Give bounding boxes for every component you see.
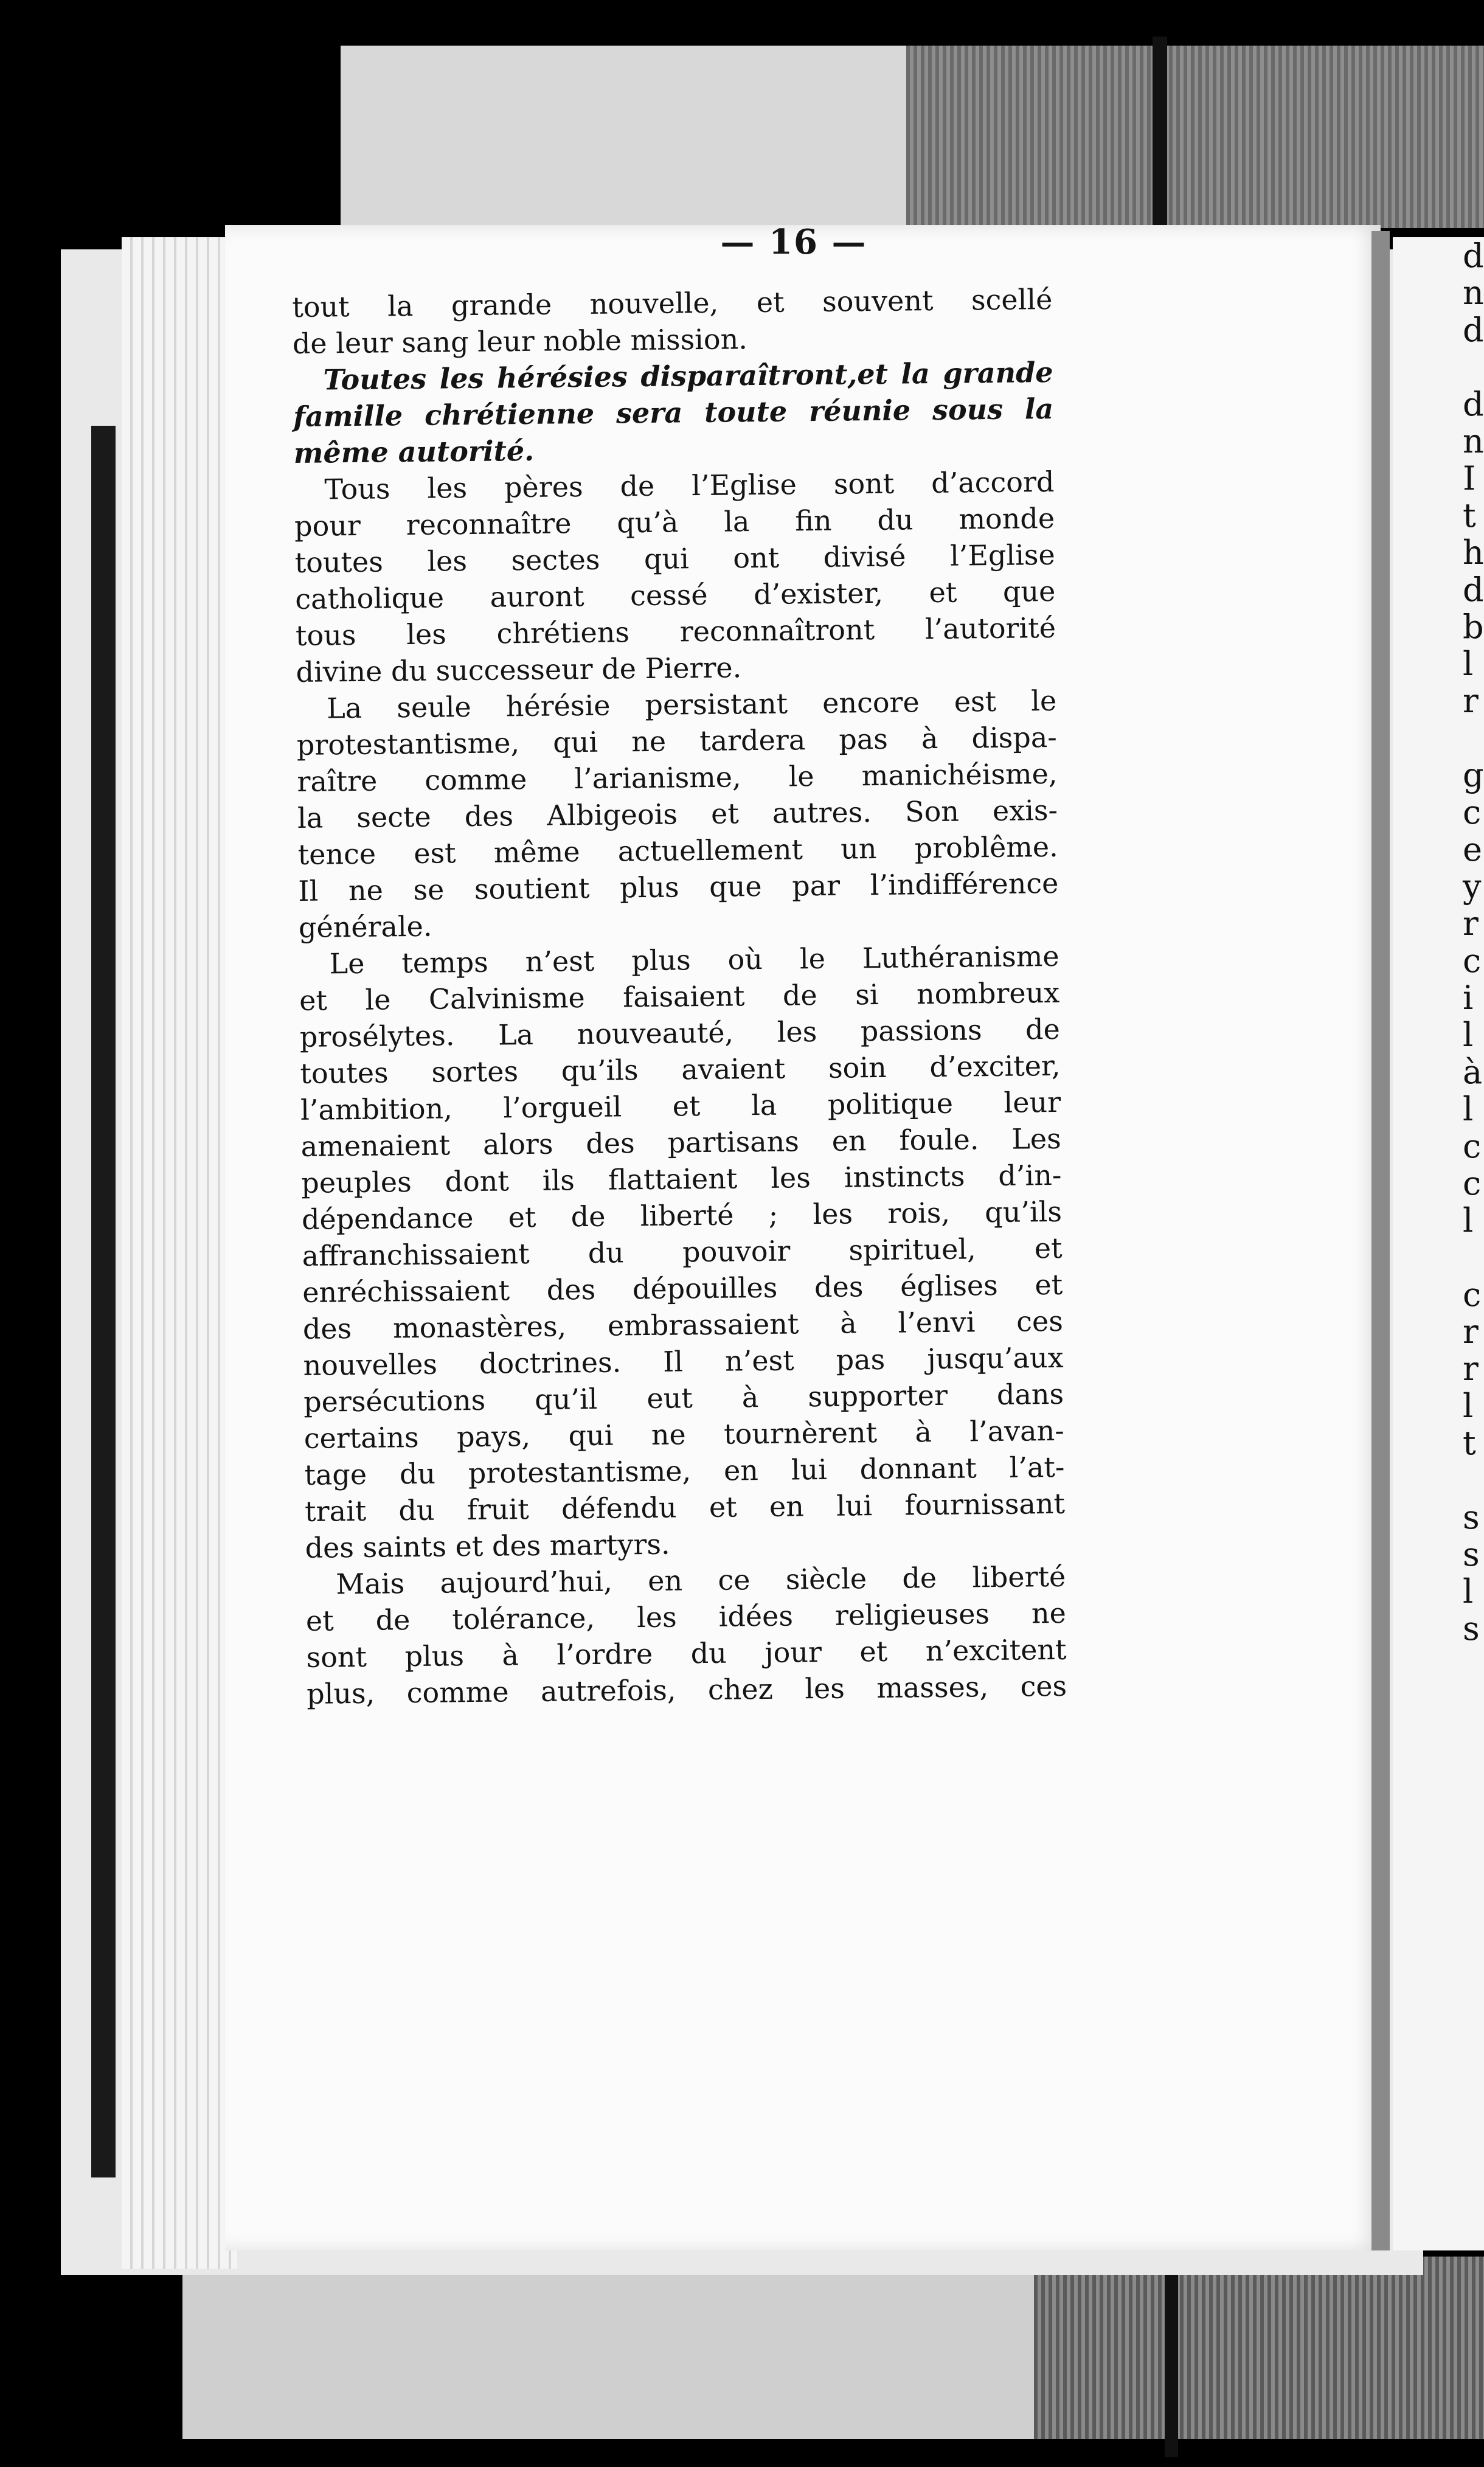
text-line: raître comme l’arianisme, le manichéisme, xyxy=(297,757,1058,798)
facing-line-start: s xyxy=(1463,1498,1480,1536)
background-texture-bottom xyxy=(1034,2257,1484,2439)
facing-line-start: t xyxy=(1463,1424,1476,1462)
facing-line-start: c xyxy=(1463,942,1482,980)
facing-line-start: g xyxy=(1463,756,1484,794)
facing-line-start: l xyxy=(1463,1016,1474,1054)
text-line: protestantisme, qui ne tardera pas à dispa- xyxy=(296,720,1058,762)
facing-line-start: l xyxy=(1463,1201,1474,1240)
text-line: pour reconnaître qu’à la fin du monde xyxy=(294,501,1055,543)
facing-line-start: r xyxy=(1463,1350,1479,1388)
facing-line-start: n xyxy=(1463,274,1484,312)
text-line: de leur sang leur noble mission. xyxy=(292,322,748,360)
facing-line-start: l xyxy=(1463,1090,1474,1128)
facing-line-start: b xyxy=(1463,608,1484,646)
text-line: toutes sortes qu’ils avaient soin d’exciter, xyxy=(300,1049,1061,1090)
facing-line-start: d xyxy=(1463,571,1484,609)
text-line: tout la grande nouvelle, et souvent scellé xyxy=(292,282,1053,324)
facing-line-start: t xyxy=(1463,496,1476,535)
text-line: La seule hérésie persistant encore est le xyxy=(326,684,1057,725)
text-line: prosélytes. La nouveauté, les passions de xyxy=(299,1012,1061,1053)
text-line: famille chrétienne sera toute réunie sous la xyxy=(293,392,1054,433)
facing-line-start: d xyxy=(1463,311,1484,349)
text-line: dépendance et de liberté ; les rois, qu’ils xyxy=(301,1195,1063,1236)
text-line: amenaient alors des partisans en foule. Les xyxy=(300,1122,1061,1163)
text-line: plus, comme autrefois, chez les masses, ces xyxy=(306,1669,1067,1710)
text-line: catholique auront cessé d’exister, et que xyxy=(295,574,1056,616)
facing-line-start: d xyxy=(1463,385,1484,423)
facing-line-start: y xyxy=(1463,867,1482,906)
text-line: trait du fruit défendu et en lui fournissant xyxy=(304,1487,1066,1528)
text-line: Il ne se soutient plus que par l’indifférence xyxy=(298,866,1059,907)
text-line: des monastères, embrassaient à l’envi ces xyxy=(302,1304,1064,1345)
facing-line-start: c xyxy=(1463,793,1482,831)
facing-line-start: i xyxy=(1463,979,1474,1017)
facing-line-start: s xyxy=(1463,1535,1480,1574)
text-line: des saints et des martyrs. xyxy=(305,1527,670,1564)
text-line: peuples dont ils flattaient les instincts d’in- xyxy=(301,1158,1062,1199)
text-line: Le temps n’est plus où le Luthéranisme xyxy=(329,939,1059,980)
text-line: affranchissaient du pouvoir spirituel, et xyxy=(302,1231,1063,1272)
facing-line-start: d xyxy=(1463,237,1484,275)
text-line: enréchissaient des dépouilles des églises et xyxy=(302,1268,1063,1309)
facing-line-start xyxy=(1463,349,1484,386)
facing-line-start: c xyxy=(1463,1275,1482,1314)
text-line: Toutes les hérésies disparaîtront,et la grande xyxy=(323,355,1053,397)
background-texture-top xyxy=(906,46,1484,228)
facing-page-letters xyxy=(1463,237,1484,1647)
facing-line-start xyxy=(1463,1462,1484,1499)
text-line: divine du successeur de Pierre. xyxy=(296,651,742,689)
facing-line-start: c xyxy=(1463,1127,1482,1165)
facing-line-start: h xyxy=(1463,533,1484,572)
text-line: sont plus à l’ordre du jour et n’excitent xyxy=(306,1633,1067,1674)
facing-line-start: c xyxy=(1463,1164,1482,1202)
text-line: même autorité. xyxy=(293,434,535,470)
text-line: nouvelles doctrines. Il n’est pas jusqu’aux xyxy=(303,1341,1064,1382)
facing-line-start: r xyxy=(1463,904,1479,943)
text-line: tous les chrétiens reconnaîtront l’autorité xyxy=(295,611,1056,652)
facing-line-start: r xyxy=(1463,682,1479,720)
page-gutter xyxy=(1371,231,1390,2250)
binding-mark-top xyxy=(1153,36,1167,237)
facing-page xyxy=(1393,237,1484,2250)
text-line: générale. xyxy=(298,909,432,944)
text-line: tence est même actuellement un problême. xyxy=(297,830,1058,871)
facing-line-start: à xyxy=(1463,1053,1483,1091)
facing-line-start xyxy=(1463,720,1484,757)
text-line: et le Calvinisme faisaient de si nombreux xyxy=(299,976,1060,1017)
facing-line-start: n xyxy=(1463,422,1484,460)
text-line: et de tolérance, les idées religieuses ne xyxy=(305,1596,1067,1637)
text-line: l’ambition, l’orgueil et la politique leur xyxy=(300,1085,1061,1126)
text-line: Mais aujourd’hui, en ce siècle de liberté xyxy=(336,1560,1066,1601)
facing-line-start: r xyxy=(1463,1313,1479,1351)
facing-line-start: l xyxy=(1463,1387,1474,1425)
page-number: — 16 — xyxy=(720,222,867,262)
facing-line-start: s xyxy=(1463,1609,1480,1648)
facing-line-start: e xyxy=(1463,830,1482,869)
facing-line-start xyxy=(1463,1239,1484,1276)
text-line: tage du protestantisme, en lui donnant l’at- xyxy=(304,1450,1065,1491)
text-line: Tous les pères de l’Eglise sont d’accord xyxy=(324,465,1055,506)
body-text xyxy=(292,281,1067,1712)
text-line: toutes les sectes qui ont divisé l’Eglise xyxy=(294,538,1055,579)
facing-line-start: l xyxy=(1463,1572,1474,1611)
background-paper-top xyxy=(341,46,1484,228)
text-line: la secte des Albigeois et autres. Son exis- xyxy=(297,793,1058,834)
background-paper-bottom xyxy=(182,2257,1484,2439)
page-stack-edges xyxy=(122,237,237,2269)
book-left-edge xyxy=(91,426,116,2177)
facing-line-start: l xyxy=(1463,645,1474,683)
text-line: persécutions qu’il eut à supporter dans xyxy=(303,1377,1064,1418)
text-line: certains pays, qui ne tournèrent à l’avan- xyxy=(303,1414,1065,1455)
facing-line-start: I xyxy=(1463,459,1476,498)
